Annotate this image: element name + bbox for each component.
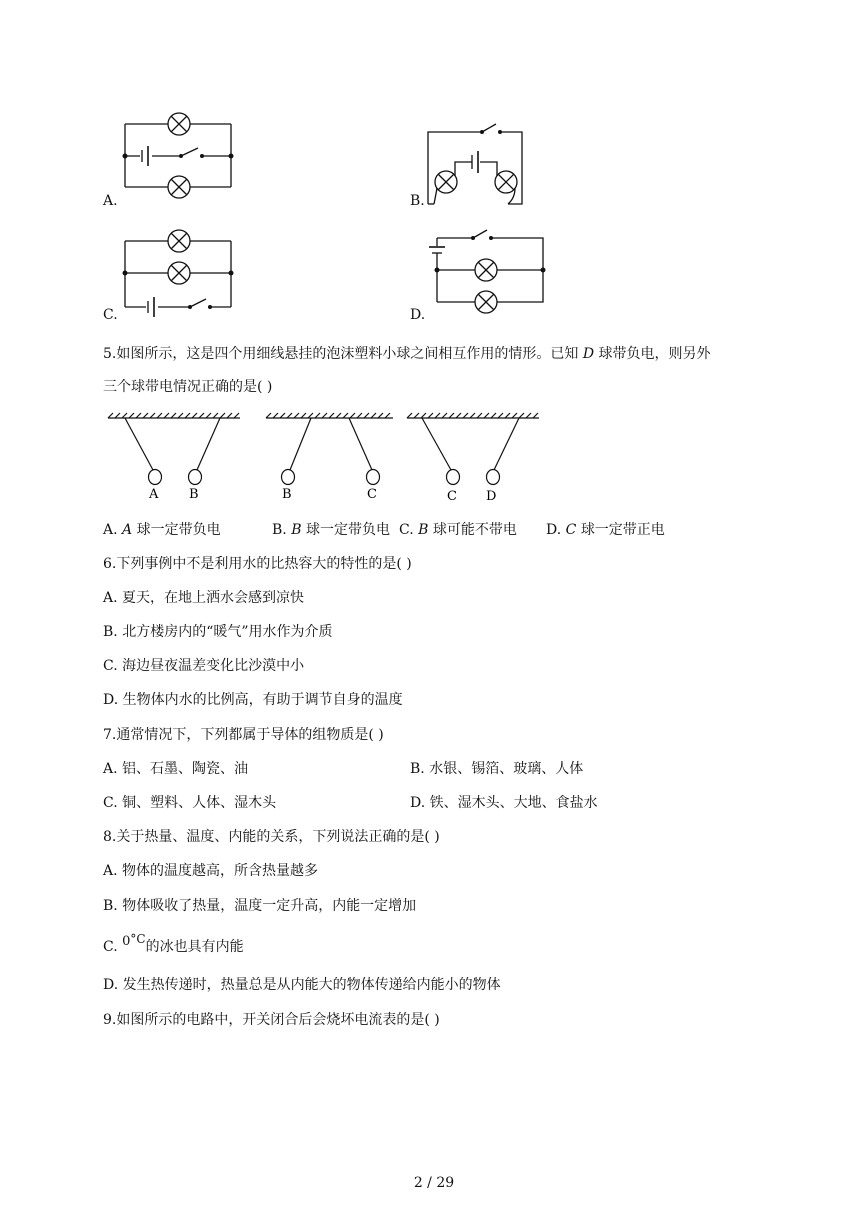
- q5-stem-line2: 三个球带电情况正确的是( ): [103, 379, 273, 395]
- q9-stem: 9.如图所示的电路中，开关闭合后会烧坏电流表的是( ): [103, 1012, 440, 1028]
- q5-option-a[interactable]: A. A 球一定带负电: [103, 522, 221, 538]
- q7-option-c[interactable]: C. 铜、塑料、人体、湿木头: [103, 795, 277, 811]
- q5-figure-ab: [105, 410, 245, 505]
- q4-option-a-label: A.: [103, 193, 118, 209]
- q5-stem-line1: 5.如图所示，这是四个用细线悬挂的泡沫塑料小球之间相互作用的情形。已知 D 球带负电，则另外: [103, 346, 711, 362]
- q6-stem: 6.下列事例中不是利用水的比热容大的特性的是( ): [103, 556, 412, 572]
- q7-option-b[interactable]: B. 水银、锡箔、玻璃、人体: [410, 761, 584, 777]
- q4-circuit-b: [420, 118, 530, 210]
- q7-stem: 7.通常情况下，下列都属于导体的组物质是( ): [103, 727, 384, 743]
- q5-figure-bc: [263, 410, 398, 505]
- q5-option-d[interactable]: D. C 球一定带正电: [546, 522, 665, 538]
- q5-option-b[interactable]: B. B 球一定带负电: [272, 522, 390, 538]
- q4-option-d-label: D.: [410, 307, 426, 323]
- q7-option-d[interactable]: D. 铁、湿木头、大地、食盐水: [410, 795, 598, 811]
- q6-option-c[interactable]: C. 海边昼夜温差变化比沙漠中小: [103, 658, 305, 674]
- q6-option-d[interactable]: D. 生物体内水的比例高，有助于调节自身的温度: [103, 692, 403, 708]
- q5-label-d: D: [486, 489, 497, 504]
- q8-option-b[interactable]: B. 物体吸收了热量，温度一定升高，内能一定增加: [103, 898, 417, 914]
- q7-option-a[interactable]: A. 铝、石墨、陶瓷、油: [103, 761, 249, 777]
- q4-option-c-label: C.: [103, 307, 118, 323]
- q8-option-a[interactable]: A. 物体的温度越高，所含热量越多: [103, 863, 319, 879]
- q5-label-b1: B: [189, 487, 199, 502]
- q5-figure-cd: [404, 410, 544, 505]
- q6-option-a[interactable]: A. 夏天，在地上洒水会感到凉快: [103, 590, 305, 606]
- q5-label-b2: B: [282, 487, 292, 502]
- q8-option-d[interactable]: D. 发生热传递时，热量总是从内能大的物体传递给内能小的物体: [103, 977, 501, 993]
- page-number: 2 / 29: [413, 1175, 455, 1191]
- q4-option-b-label: B.: [410, 193, 425, 209]
- q5-label-c2: C: [447, 489, 457, 504]
- q5-label-a: A: [149, 487, 159, 502]
- q4-circuit-d: [425, 222, 550, 317]
- q8-option-c[interactable]: C. 0°C的冰也具有内能: [103, 932, 244, 955]
- q5-label-c1: C: [367, 487, 377, 502]
- q4-circuit-a: [118, 108, 243, 208]
- q8-stem: 8.关于热量、温度、内能的关系，下列说法正确的是( ): [103, 829, 440, 845]
- q4-circuit-c: [118, 225, 243, 315]
- q6-option-b[interactable]: B. 北方楼房内的“暖气”用水作为介质: [103, 624, 333, 640]
- q5-option-c[interactable]: C. B 球可能不带电: [399, 522, 517, 538]
